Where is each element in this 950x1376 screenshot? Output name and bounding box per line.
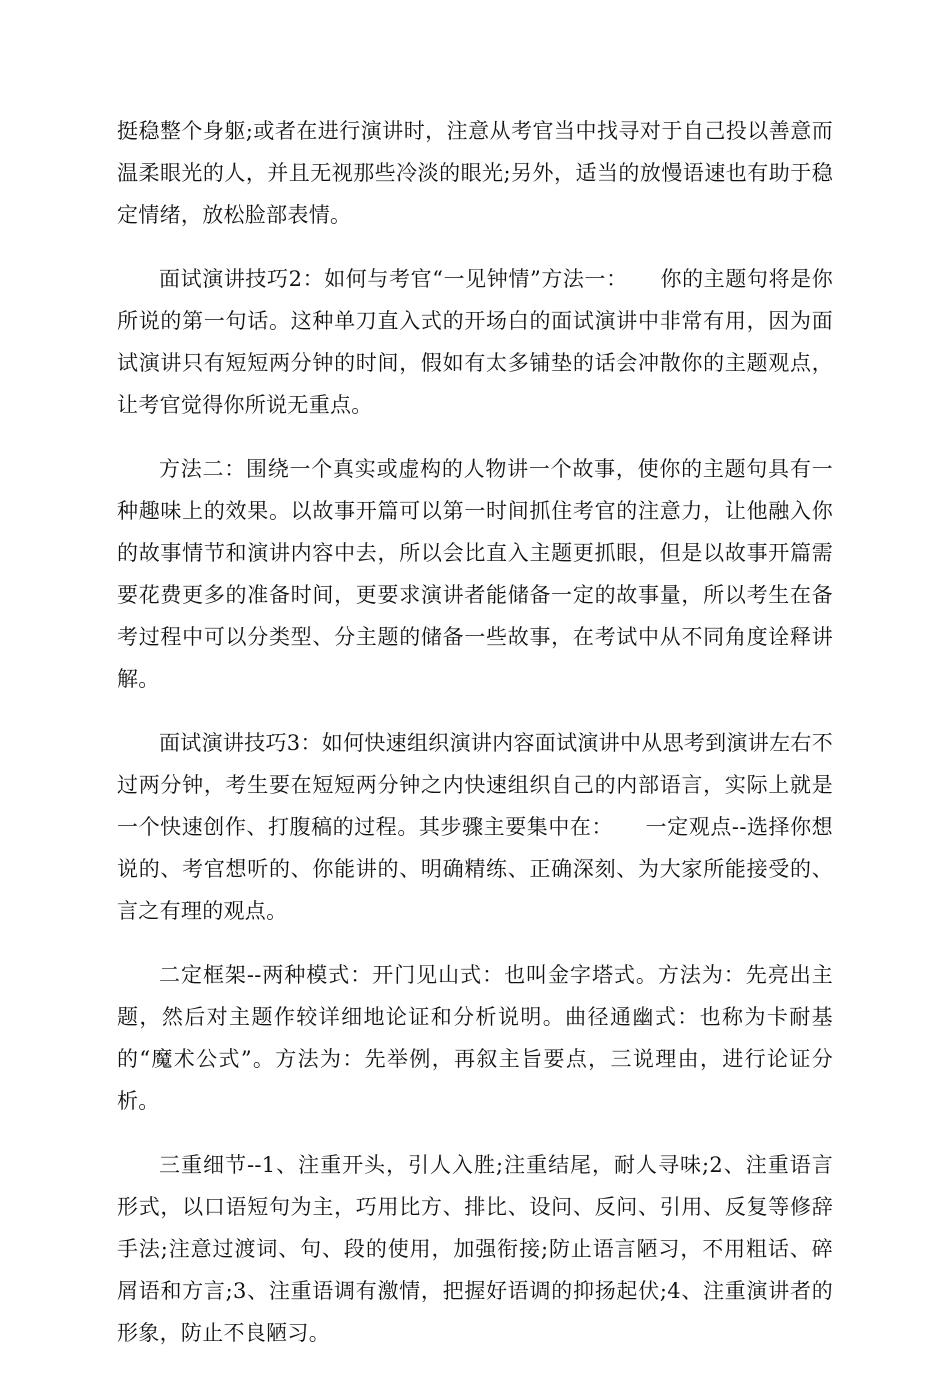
paragraph-details: 三重细节--1、注重开头，引人入胜;注重结尾，耐人寻味;2、注重语言形式，以口语短句为主，巧用比方、排比、设问、反问、引用、反复等修辞手法;注意过渡词、句、段的使用，加强衔接;防止语言陋习，不用粗话、碎屑语和方言;3、注重语调有激情，把握好语调的抑扬起伏;4、注重演讲者的形象，防止不良陋习。 [117, 1153, 833, 1345]
paragraph-method-2: 方法二：围绕一个真实或虚构的人物讲一个故事，使你的主题句具有一种趣味上的效果。以故事开篇可以第一时间抓住考官的注意力，让他融入你的故事情节和演讲内容中去，所以会比直入主题更抓眼，但是以故事开篇需要花费更多的准备时间，更要求演讲者能储备一定的故事量，所以考生在备考过程中可以分类型、分主题的储备一些故事，在考试中从不同角度诠释讲解。 [117, 457, 833, 691]
document-body [117, 110, 833, 1376]
paragraph-continuation: 挺稳整个身躯;或者在进行演讲时，注意从考官当中找寻对于自己投以善意而温柔眼光的人，并且无视那些冷淡的眼光;另外，适当的放慢语速也有助于稳定情绪，放松脸部表情。 [117, 119, 833, 227]
paragraph-technique-3: 面试演讲技巧3：如何快速组织演讲内容面试演讲中从思考到演讲左右不过两分钟，考生要在短短两分钟之内快速组织自己的内部语言，实际上就是一个快速创作、打腹稿的过程。其步骤主要集中在： 一定观点--选择你想说的、考官想听的、你能讲的、明确精练、正确深刻、为大家所能接受的、言之有理的观点。 [117, 731, 833, 923]
paragraph-technique-2: 面试演讲技巧2：如何与考官“一见钟情”方法一： 你的主题句将是你所说的第一句话。这种单刀直入式的开场白的面试演讲中非常有用，因为面试演讲只有短短两分钟的时间，假如有太多铺垫的话会冲散你的主题观点，让考官觉得你所说无重点。 [117, 267, 833, 417]
paragraph-framework: 二定框架--两种模式：开门见山式：也叫金字塔式。方法为：先亮出主题，然后对主题作较详细地论证和分析说明。曲径通幽式：也称为卡耐基的“魔术公式”。方法为：先举例，再叙主旨要点，三说理由，进行论证分析。 [117, 963, 833, 1113]
